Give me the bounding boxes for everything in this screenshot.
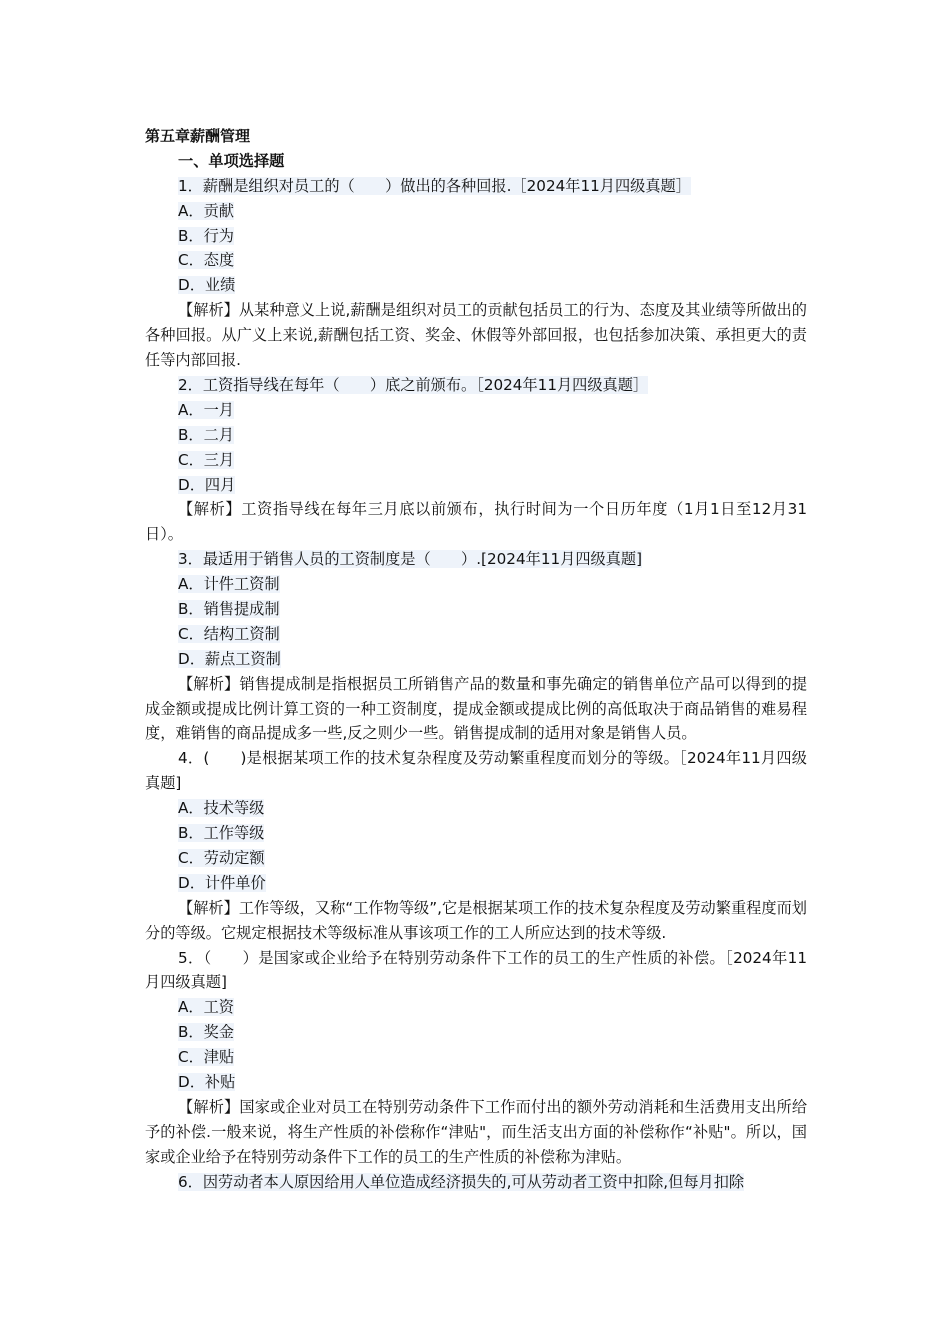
question-4-option-a: A．技术等级 <box>178 799 265 818</box>
question-1-analysis: 【解析】从某种意义上说,薪酬是组织对员工的贡献包括员工的行为、态度及其业绩等所做出的各种回报。从广义上来说,薪酬包括工资、奖金、休假等外部回报，也包括参加决策、承担更大的责任等内部回报. <box>145 301 807 370</box>
question-1-option-a: A．贡献 <box>178 201 234 220</box>
question-2-stem: 2．工资指导线在每年（ ）底之前颁布。［2024年11月四级真题］ <box>178 375 649 394</box>
question-5-option-c: C．津贴 <box>178 1048 235 1067</box>
question-5-option-d: D．补贴 <box>178 1073 236 1092</box>
question-3-option-b: B．销售提成制 <box>178 600 280 618</box>
question-5-analysis: 【解析】国家或企业对员工在特别劳动条件下工作而付出的额外劳动消耗和生活费用支出所给予的补偿.一般来说，将生产性质的补偿称作“津贴"，而生活支出方面的补偿称作“补贴"。所以，国家或企业给予在特别劳动条件下工作的员工的生产性质的补偿称为津贴。 <box>145 1097 807 1166</box>
question-5-option-b: B．奖金 <box>178 1023 234 1042</box>
question-5-stem: 5．（ ）是国家或企业给予在特别劳动条件下工作的员工的生产性质的补偿。［2024年11月四级真题] <box>145 948 807 992</box>
question-5-option-a: A．工资 <box>178 998 234 1017</box>
question-3-stem: 3．最适用于销售人员的工资制度是（ ）.[2024年11月四级真题] <box>178 550 643 569</box>
question-3-option-a: A．计件工资制 <box>178 575 280 594</box>
question-4-option-d: D．计件单价 <box>178 873 266 892</box>
question-2-option-b: B．二月 <box>178 425 234 444</box>
question-1-option-c: C．态度 <box>178 251 235 270</box>
question-1-option-d: D．业绩 <box>178 276 236 295</box>
question-1-stem: 1．薪酬是组织对员工的（ ）做出的各种回报.［2024年11月四级真题］ <box>178 176 691 195</box>
question-2-option-d: D．四月 <box>178 475 236 494</box>
question-4-stem: 4．( )是根据某项工作的技术复杂程度及劳动繁重程度而划分的等级。［2024年11月四级真题] <box>145 749 807 793</box>
question-2-option-c: C．三月 <box>178 450 235 469</box>
question-4-option-b: B．工作等级 <box>178 824 265 843</box>
question-3-analysis: 【解析】销售提成制是指根据员工所销售产品的数量和事先确定的销售单位产品可以得到的提成金额或提成比例计算工资的一种工资制度，提成金额或提成比例的高低取决于商品销售的难易程度，难销售的商品提成多一些,反之则少一些。销售提成制的适用对象是销售人员。 <box>145 674 807 743</box>
question-2-analysis: 【解析】工资指导线在每年三月底以前颁布，执行时间为一个日历年度（1月1日至12月31日）。 <box>145 500 807 544</box>
question-4-option-c: C．劳动定额 <box>178 848 265 867</box>
question-1-option-b: B．行为 <box>178 226 234 245</box>
document-page <box>145 124 807 1195</box>
question-3-option-d: D．薪点工资制 <box>178 649 281 668</box>
question-3-option-c: C．结构工资制 <box>178 624 280 643</box>
question-2-option-a: A．一月 <box>178 400 234 419</box>
section-title: 一、单项选择题 <box>178 151 285 170</box>
question-4-analysis: 【解析】工作等级，又称“工作物等级”,它是根据某项工作的技术复杂程度及劳动繁重程度而划分的等级。它规定根据技术等级标准从事该项工作的工人所应达到的技术等级. <box>145 898 807 942</box>
chapter-title: 第五章薪酬管理 <box>145 127 251 145</box>
question-6-stem: 6．因劳动者本人原因给用人单位造成经济损失的,可从劳动者工资中扣除,但每月扣除 <box>178 1172 745 1191</box>
